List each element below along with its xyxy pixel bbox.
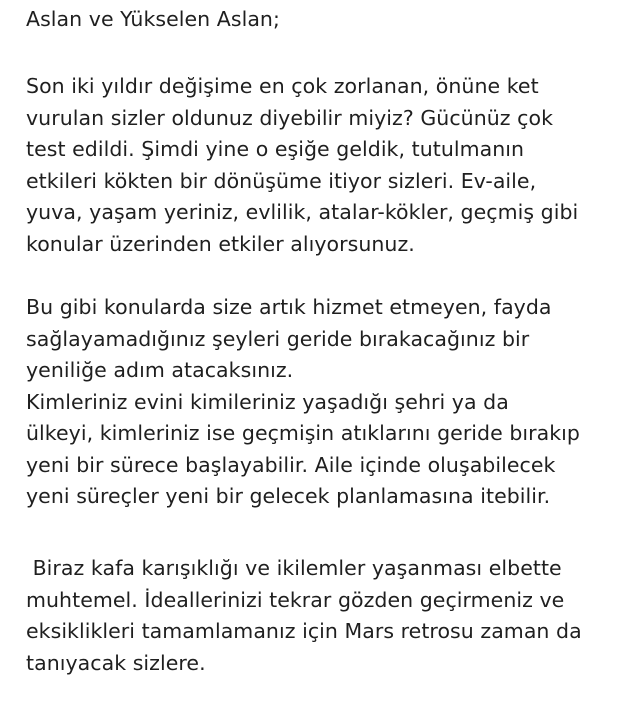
paragraph-line: konular üzerinden etkiler alıyorsunuz. [26,231,415,256]
paragraph-line: Biraz kafa karışıklığı ve ikilemler yaşanması elbette [26,556,562,580]
paragraph-line: vurulan sizler oldunuz diyebilir miyiz? Gücünüz çok [26,105,553,130]
paragraph-line: Son iki yıldır değişime en çok zorlanan, önüne ket [26,74,539,98]
paragraph-line: Kimleriniz evini kimileriniz yaşadığı şehri ya da [26,389,509,414]
paragraph-line: test edildi. Şimdi yine o eşiğe geldik, tutulmanın [26,137,525,161]
paragraph-line: tanıyacak sizlere. [26,650,206,675]
paragraph-line: sağlayamadığınız şeyleri geride bırakacağınız bir [26,326,530,351]
paragraph-line: eksiklikleri tamamlamanız için Mars retrosu zaman da [26,619,582,643]
paragraph-line: Bu gibi konularda size artık hizmet etmeyen, fayda [26,295,552,319]
paragraph-line: etkileri kökten bir dönüşüme itiyor sizleri. Ev-aile, [26,168,537,193]
heading-text: Aslan ve Yükselen Aslan; [26,7,280,31]
paragraph-line: yeni bir sürece başlayabilir. Aile içinde oluşabilecek [26,452,556,477]
paragraph-line: muhtemel. İdeallerinizi tekrar gözden geçirmeniz ve [26,587,565,612]
document-heading [26,4,280,36]
paragraph-line: yuva, yaşam yeriniz, evlilik, atalar-kökler, geçmiş gibi [26,200,579,224]
paragraph-line: yeniliğe adım atacaksınız. [26,358,294,382]
paragraph-1 [26,71,578,260]
paragraph-line: ülkeyi, kimleriniz ise geçmişin atıklarını geride bırakıp [26,421,580,445]
paragraph-3 [26,553,582,679]
paragraph-2 [26,292,580,513]
paragraph-line: yeni süreçler yeni bir gelecek planlamasına itebilir. [26,484,551,508]
